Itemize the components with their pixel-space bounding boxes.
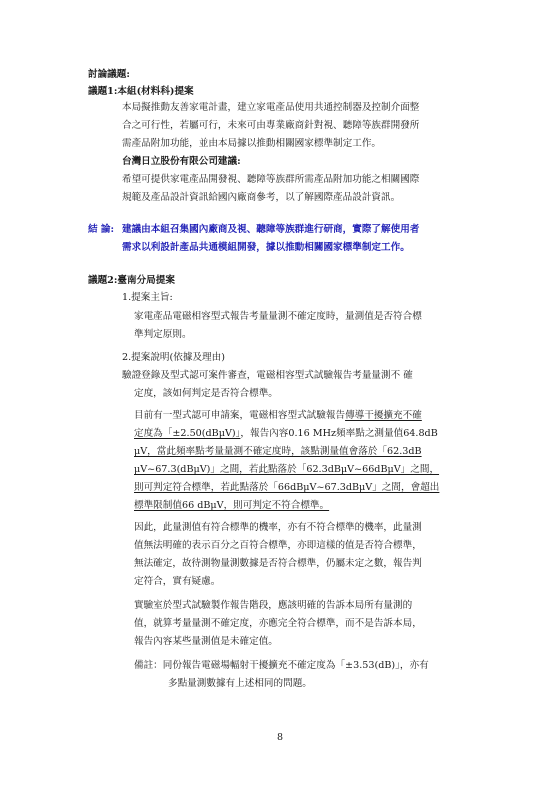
discussion-heading: 討論議題: xyxy=(88,69,130,80)
note-line: 多點量測數據有上述相同的問題。 xyxy=(168,678,312,689)
para3-segment: ，報告內容0.16 MHz頻率點之測量值64.8dB xyxy=(240,428,438,439)
para5-line: 報告內容某些量測值是未確定值。 xyxy=(134,636,278,647)
para3-underlined-segment: 定度為「±2.50(dBμV)」 xyxy=(134,428,241,439)
conclusion-line: 需求以利設計產品共通模組開發，據以推動相關國家標準制定工作。 xyxy=(122,242,410,253)
item2-title: 2.提案說明(依據及理由) xyxy=(122,352,225,363)
note-line: 備註：同份報告電磁場輻射干擾擴充不確定度為「±3.53(dB)」，亦有 xyxy=(134,660,429,671)
conclusion-label: 結 論: xyxy=(88,224,115,235)
page-number: 8 xyxy=(276,732,284,743)
company-suggestion-title: 台灣日立股份有限公司建議: xyxy=(122,156,241,167)
para4-line: 定符合，實有疑慮。 xyxy=(134,576,221,587)
para3-line xyxy=(134,445,422,458)
para5-line: 值，就算考量量測不確定度，亦應完全符合標準，而不是告訴本局， xyxy=(134,618,422,629)
item1-body-line: 準判定原則。 xyxy=(134,329,192,340)
item1-body-line: 家電產品電磁相容型式報告考量量測不確定度時，量測值是否符合標 xyxy=(134,311,422,322)
para4-line: 值無法明確的表示百分之百符合標準，亦即這樣的值是否符合標準， xyxy=(134,540,422,551)
para3-underlined-segment: 則可判定符合標準，若此點落於「66dBμV~67.3dBμV」之間，會超出 xyxy=(134,482,440,493)
para3-underlined-segment: 傳導干擾擴充不確 xyxy=(345,410,422,421)
item1-title: 1.提案主旨: xyxy=(122,292,173,303)
para3-line xyxy=(134,481,439,494)
para3-line xyxy=(134,427,438,440)
para4-line: 因此，此量測值有符合標準的機率，亦有不符合標準的機率，此量測 xyxy=(134,522,422,533)
para3-line xyxy=(134,409,422,422)
topic1-title: 議題1:本組(材料科)提案 xyxy=(88,86,194,97)
item2-body-line: 驗證登錄及型式認可案件審查，電磁相容型式試驗報告考量量測不 確 xyxy=(122,370,413,381)
conclusion-line: 建議由本組召集國內廠商及視、聽障等族群進行研商，實際了解使用者 xyxy=(122,224,420,235)
para5-line: 實驗室於型式試驗製作報告階段，應該明確的告訴本局所有量測的 xyxy=(134,600,413,611)
topic2-title: 議題2:臺南分局提案 xyxy=(88,275,175,286)
para3-underlined-segment: 標準限制值66 dBμV，則可判定不符合標準。 xyxy=(134,500,330,511)
para3-line xyxy=(134,463,439,476)
item2-body-line: 定度，該如何判定是否符合標準。 xyxy=(134,388,278,399)
company-suggestion-line: 希望可提供家電產品開發視、聽障等族群所需產品附加功能之相關國際 xyxy=(122,174,420,185)
topic1-body-line: 本局擬推動友善家電計畫，建立家電產品使用共通控制器及控制介面整 xyxy=(122,102,420,113)
para3-underlined-segment: μV~67.3(dBμV)」之間，若此點落於「62.3dBμV~66dBμV」之間， xyxy=(134,464,440,475)
para3-underlined-segment: μV，當此頻率點考量量測不確定度時，該點測量值會落於「62.3dB xyxy=(134,446,422,457)
company-suggestion-line: 規範及產品設計資訊給國內廠商參考，以了解國際產品設計資訊。 xyxy=(122,192,401,203)
topic1-body-line: 合之可行性，若屬可行，未來可由專業廠商針對視、聽障等族群開發所 xyxy=(122,120,420,131)
para4-line: 無法確定，故待測物量測數據是否符合標準，仍屬未定之數，報告判 xyxy=(134,558,422,569)
para3-segment: 目前有一型式認可申請案，電磁相容型式試驗報告 xyxy=(134,410,346,421)
topic1-body-line: 需產品附加功能，並由本局據以推動相關國家標準制定工作。 xyxy=(122,138,382,149)
para3-line xyxy=(134,499,329,512)
